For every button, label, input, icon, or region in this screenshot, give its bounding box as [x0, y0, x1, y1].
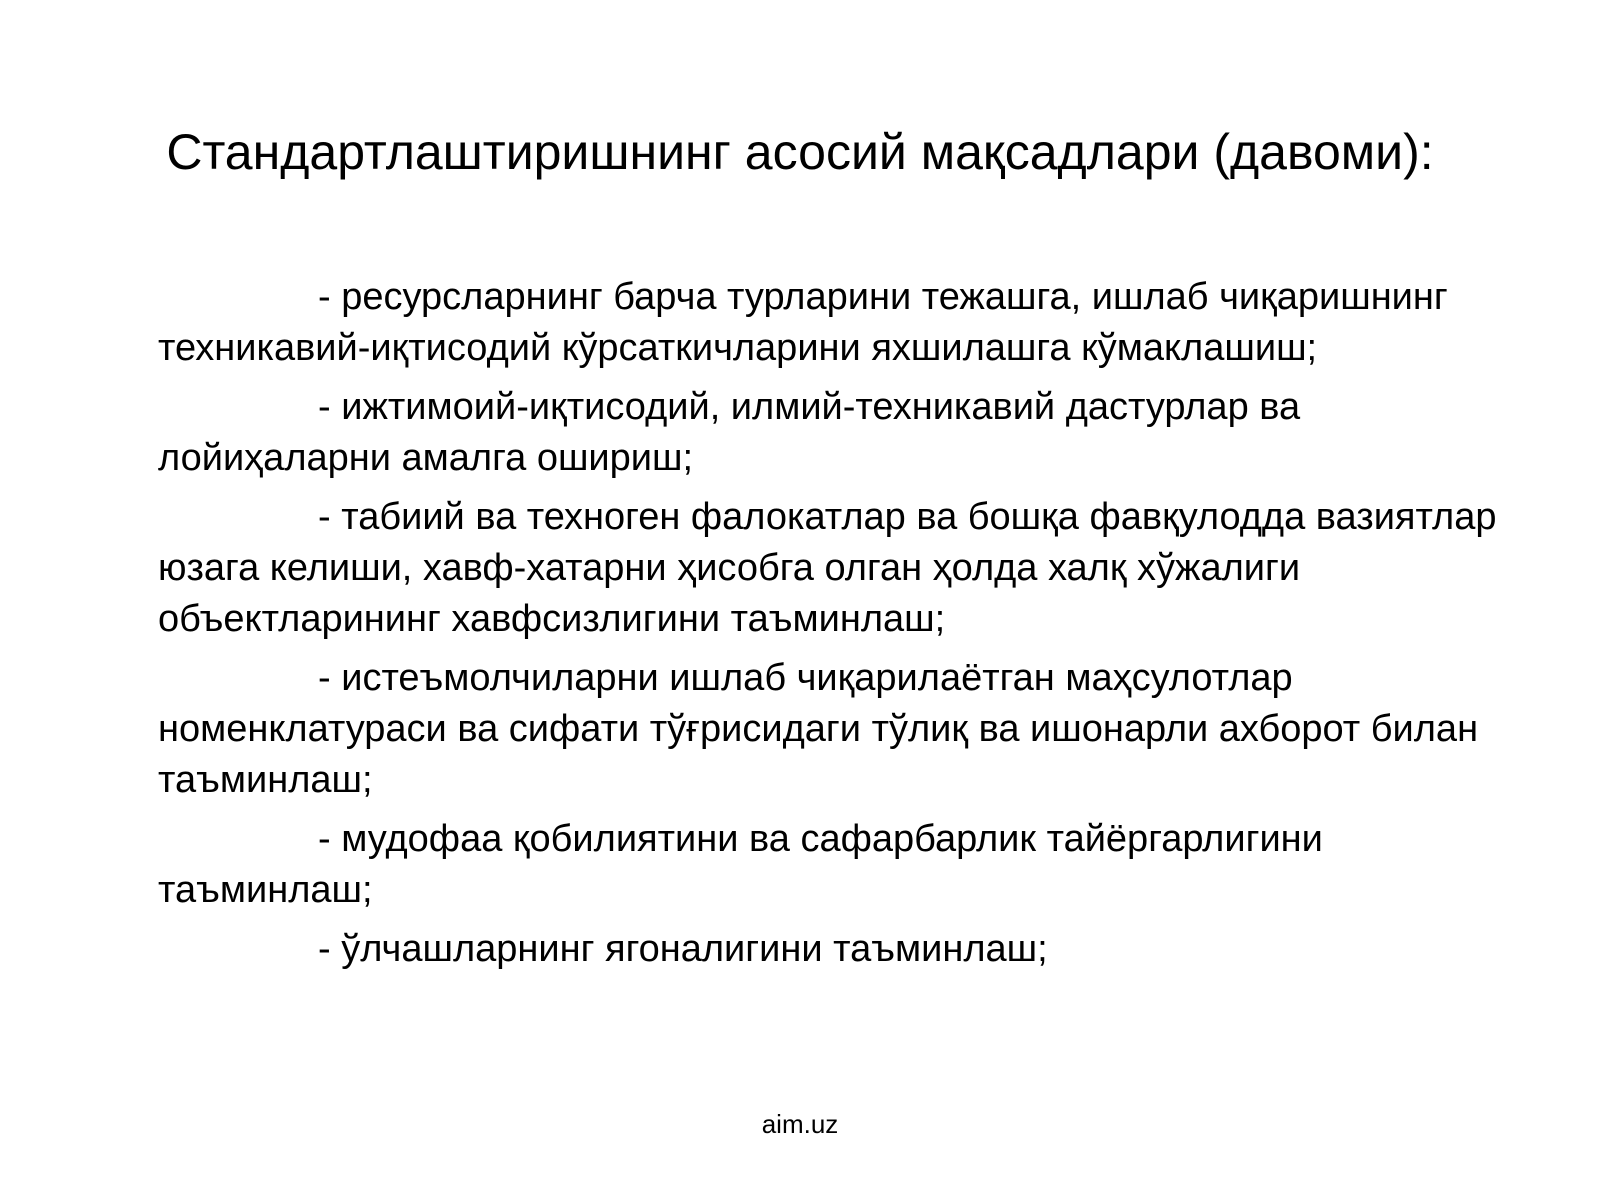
goal-paragraph-measurement: - ўлчашларнинг ягоналигини таъминлаш; — [318, 928, 1048, 970]
slide-body — [158, 272, 1518, 983]
footer-source: aim.uz — [761, 1109, 839, 1139]
goal-paragraph-consumer-info: - истеъмолчиларни ишлаб чиқарилаётган маҳсулотлар номенклатураси ва сифати тўғрисидаги тўлиқ ва ишонарли ахборот билан таъминлаш; — [158, 657, 1479, 801]
goal-paragraph-programs: - ижтимоий-иқтисодий, илмий-техникавий дастурлар ва лойиҳаларни амалга ошириш; — [158, 386, 1301, 479]
goal-paragraph-defense: - мудофаа қобилиятини ва сафарбарлик тайёргарлигини таъминлаш; — [158, 818, 1323, 911]
goal-paragraph-safety: - табиий ва техноген фалокатлар ва бошқа фавқулодда вазиятлар юзага келиши, хавф-хатарни ҳисобга олган ҳолда халқ хўжалиги объектларининг хавфсизлигини таъминлаш; — [158, 496, 1497, 640]
goal-paragraph-resources: - ресурсларнинг барча турларини тежашга, ишлаб чиқаришнинг техникавий-иқтисодий кўрсаткичларини яхшилашга кўмаклашиш; — [158, 276, 1448, 369]
slide-title: Стандартлаштиришнинг асосий мақсадлари (давоми): — [166, 124, 1434, 180]
